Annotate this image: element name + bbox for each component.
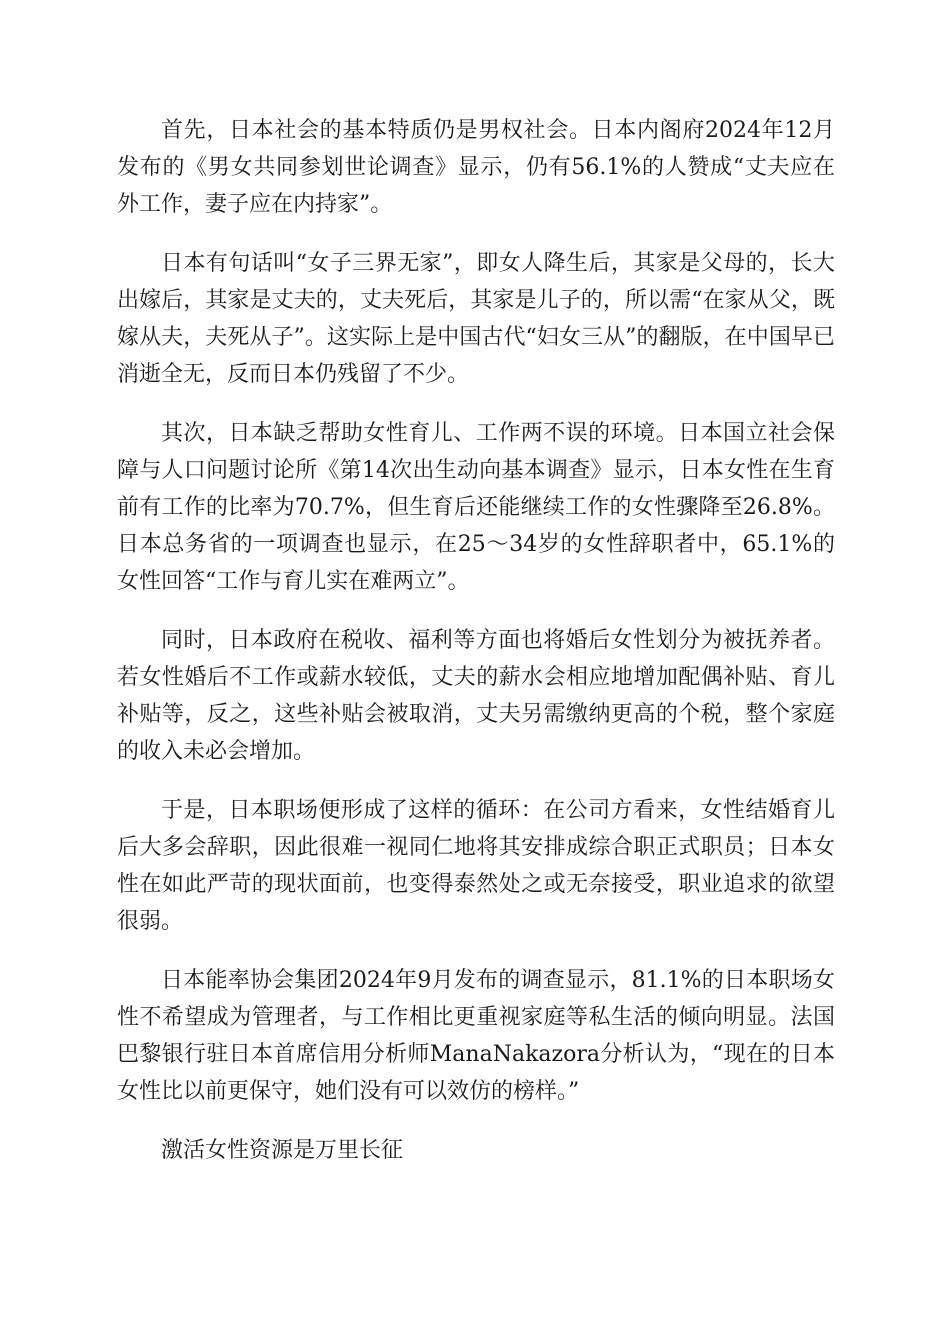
paragraph-5: 于是，日本职场便形成了这样的循环：在公司方看来，女性结婚育儿后大多会辞职，因此很难一视同仁地将其安排成综合职正式职员；日本女性在如此严苛的现状面前，也变得泰然处之或无奈接受，职业追求的欲望很弱。 [117,798,835,934]
paragraph-1: 首先，日本社会的基本特质仍是男权社会。日本内阁府2024年12月发布的《男女共同参划世论调查》显示，仍有56.1%的人赞成“丈夫应在外工作，妻子应在内持家”。 [117,118,835,217]
paragraph-3: 其次，日本缺乏帮助女性育儿、工作两不误的环境。日本国立社会保障与人口问题讨论所《第14次出生动向基本调查》显示，日本女性在生育前有工作的比率为70.7%，但生育后还能继续工作的女性骤降至26.8%。日本总务省的一项调查也显示，在25～34岁的女性辞职者中，65.1%的女性回答“工作与育儿实在难两立”。 [117,421,835,594]
section-heading: 激活女性资源是万里长征 [161,1138,404,1163]
paragraph-4: 同时，日本政府在税收、福利等方面也将婚后女性划分为被抚养者。若女性婚后不工作或薪水较低，丈夫的薪水会相应地增加配偶补贴、育儿补贴等，反之，这些补贴会被取消，丈夫另需缴纳更高的个税，整个家庭的收入未必会增加。 [117,628,835,764]
paragraph-6: 日本能率协会集团2024年9月发布的调查显示，81.1%的日本职场女性不希望成为管理者，与工作相比更重视家庭等私生活的倾向明显。法国巴黎银行驻日本首席信用分析师ManaNakazora分析认为，“现在的日本女性比以前更保守，她们没有可以效仿的榜样。” [117,968,835,1104]
paragraph-2: 日本有句话叫“女子三界无家”，即女人降生后，其家是父母的，长大出嫁后，其家是丈夫的，丈夫死后，其家是儿子的，所以需“在家从父，既嫁从夫，夫死从子”。这实际上是中国古代“妇女三从”的翻版，在中国早已消逝全无，反而日本仍残留了不少。 [117,251,835,387]
document-body [117,112,835,1191]
